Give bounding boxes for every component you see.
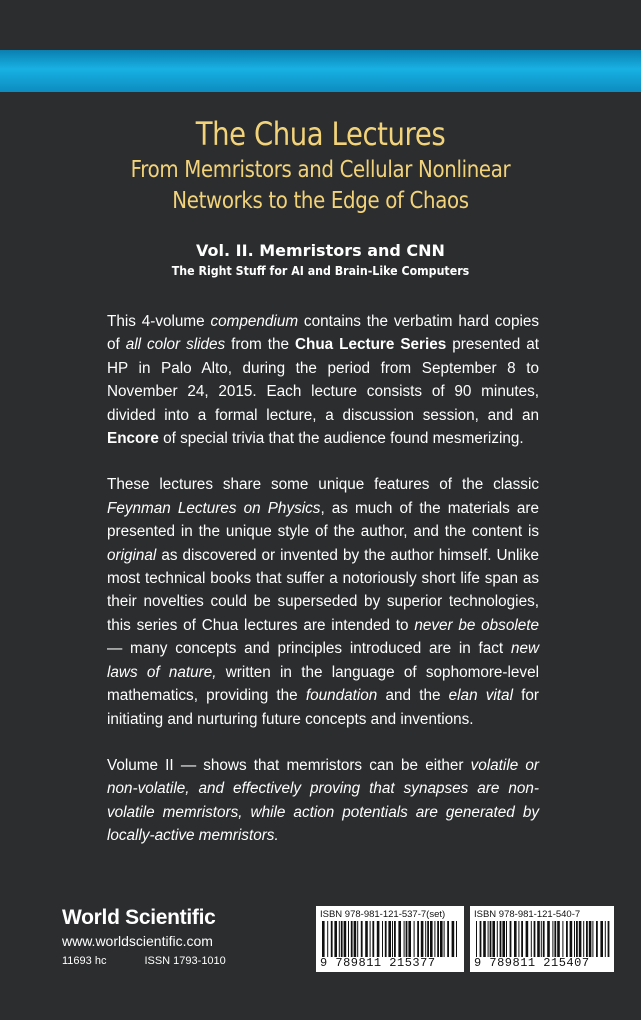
barcode-bar [589, 921, 592, 957]
barcode-bar [348, 921, 349, 957]
barcode-bar [414, 921, 415, 957]
barcode-bar [357, 921, 358, 957]
barcode-bar [510, 921, 512, 957]
barcode-bar [427, 921, 429, 957]
barcode-bar [502, 921, 505, 957]
blurb-paragraph-2: These lectures share some unique features of the classic Feynman Lectures on Physics, as much of the materials are presented in the unique style of the author, and the content is original as discovered or invented by the author himself. Unlike most technical books that suffer a notoriously short life span as their novelties could be superseded by superior technologies, this series of Chua lectures are intended to never be obsolete — many concepts and principles introduced are in fact new laws of nature, written in the language of sophomore-level mathematics, providing the foundation and the elan vital for initiating and nurturing future concepts and inventions. [107, 476, 540, 728]
barcode-bar [480, 921, 482, 957]
barcode-bar [483, 921, 486, 957]
barcode-bar [605, 921, 606, 957]
barcode-bar [408, 921, 411, 957]
barcode-bar [344, 921, 347, 957]
barcode-bar [425, 921, 426, 957]
barcode-bar [574, 921, 575, 957]
barcode-bar [437, 921, 439, 957]
barcode-bar [421, 921, 424, 957]
barcode-bar [506, 921, 507, 957]
barcode-bar [579, 921, 582, 957]
barcode-bar [365, 921, 368, 957]
blurb-paragraph-1: This 4-volume compendium contains the verbatim hard copies of all color slides from the Chua Lecture Series presented at HP in Palo Alto, during the period from September 8 to November 24, 2015. Each lecture consists of 90 minutes, divided into a formal lecture, a discussion session, and an Encore of special trivia that the audience found mesmerizing. [107, 313, 540, 448]
barcode-bar [554, 921, 556, 957]
barcode-bar [398, 921, 401, 957]
barcode-bar [518, 921, 519, 957]
barcode-bar [547, 921, 550, 957]
barcode-bar [583, 921, 584, 957]
barcode-bar [434, 921, 435, 957]
book-title: The Chua Lectures [195, 115, 446, 153]
barcode-bar [492, 921, 495, 957]
publisher-block [62, 905, 282, 971]
barcode-bar [385, 921, 387, 957]
volume-subtitle: The Right Stuff for AI and Brain-Like Computers [171, 264, 470, 278]
barcode-digits: 9 789811 215407 [474, 956, 590, 970]
barcode-bar [566, 921, 568, 957]
cover-title-block [0, 113, 641, 217]
issn-number: ISSN 1793-1010 [144, 955, 226, 967]
barcode-bar [406, 921, 408, 957]
barcode-bar [339, 921, 340, 957]
barcode-bar [372, 921, 374, 957]
isbn-barcode-set [316, 906, 464, 972]
barcode-digits: 9 789811 215377 [320, 956, 436, 970]
barcode-icon [320, 921, 460, 957]
barcode-bar [334, 921, 337, 957]
catalog-code: 11693 hc [62, 955, 107, 967]
barcode-bar [341, 921, 343, 957]
barcode-bar [456, 921, 457, 957]
barcode-bar [534, 921, 536, 957]
volume-title: Vol. II. Memristors and CNN [196, 241, 445, 260]
barcode-bar [562, 921, 563, 957]
isbn-barcode-volume [470, 906, 614, 972]
book-subtitle-line-1: From Memristors and Cellular Nonlinear [130, 157, 511, 183]
barcode-bar [543, 921, 545, 957]
barcode-bar [488, 921, 489, 957]
barcode-bar [576, 921, 578, 957]
barcode-bar [361, 921, 363, 957]
barcode-bar [541, 921, 542, 957]
volume-heading [0, 240, 641, 280]
barcode-bar [500, 921, 502, 957]
barcode-bar [388, 921, 391, 957]
barcode-bar [430, 921, 433, 957]
barcode-icon [474, 921, 610, 957]
barcode-bar [526, 921, 529, 957]
barcode-bar [322, 921, 325, 957]
barcode-bar [370, 921, 371, 957]
barcode-bar [592, 921, 593, 957]
blurb-text [107, 310, 539, 871]
barcode-bar [608, 921, 610, 957]
barcode-bar [382, 921, 383, 957]
barcode-bar [392, 921, 393, 957]
isbn-label: ISBN 978-981-121-540-7 [474, 909, 581, 920]
barcode-bar [531, 921, 532, 957]
barcode-bar [394, 921, 396, 957]
barcode-bar [552, 921, 553, 957]
publisher-name: World Scientific [62, 906, 216, 929]
book-subtitle-line-2: Networks to the Edge of Chaos [172, 188, 469, 214]
barcode-bar [557, 921, 560, 957]
barcode-bar [596, 921, 598, 957]
barcode-bar [444, 921, 445, 957]
barcode-bar [351, 921, 353, 957]
barcode-bar [521, 921, 523, 957]
barcode-bar [490, 921, 492, 957]
barcode-bar [586, 921, 588, 957]
barcode-bar [331, 921, 333, 957]
barcode-bar [440, 921, 443, 957]
barcode-bar [417, 921, 419, 957]
barcode-bar [600, 921, 603, 957]
barcode-bar [404, 921, 405, 957]
top-color-band [0, 50, 641, 92]
barcode-bar [354, 921, 357, 957]
blurb-paragraph-3: Volume II — shows that memristors can be either volatile or non-volatile, and effectively proving that synapses are non-volatile memristors, while action potentials are generated by locally-active memristors. [107, 756, 539, 845]
barcode-bar [447, 921, 449, 957]
barcode-bar [452, 921, 455, 957]
publisher-url: www.worldscientific.com [62, 933, 213, 949]
publisher-meta [62, 951, 282, 971]
barcode-bar [497, 921, 498, 957]
barcode-bar [514, 921, 517, 957]
barcode-bar [570, 921, 573, 957]
barcode-bar [537, 921, 540, 957]
barcode-bar [476, 921, 477, 957]
isbn-label: ISBN 978-981-121-537-7(set) [320, 909, 446, 920]
barcode-bar [377, 921, 380, 957]
barcode-bar [327, 921, 328, 957]
